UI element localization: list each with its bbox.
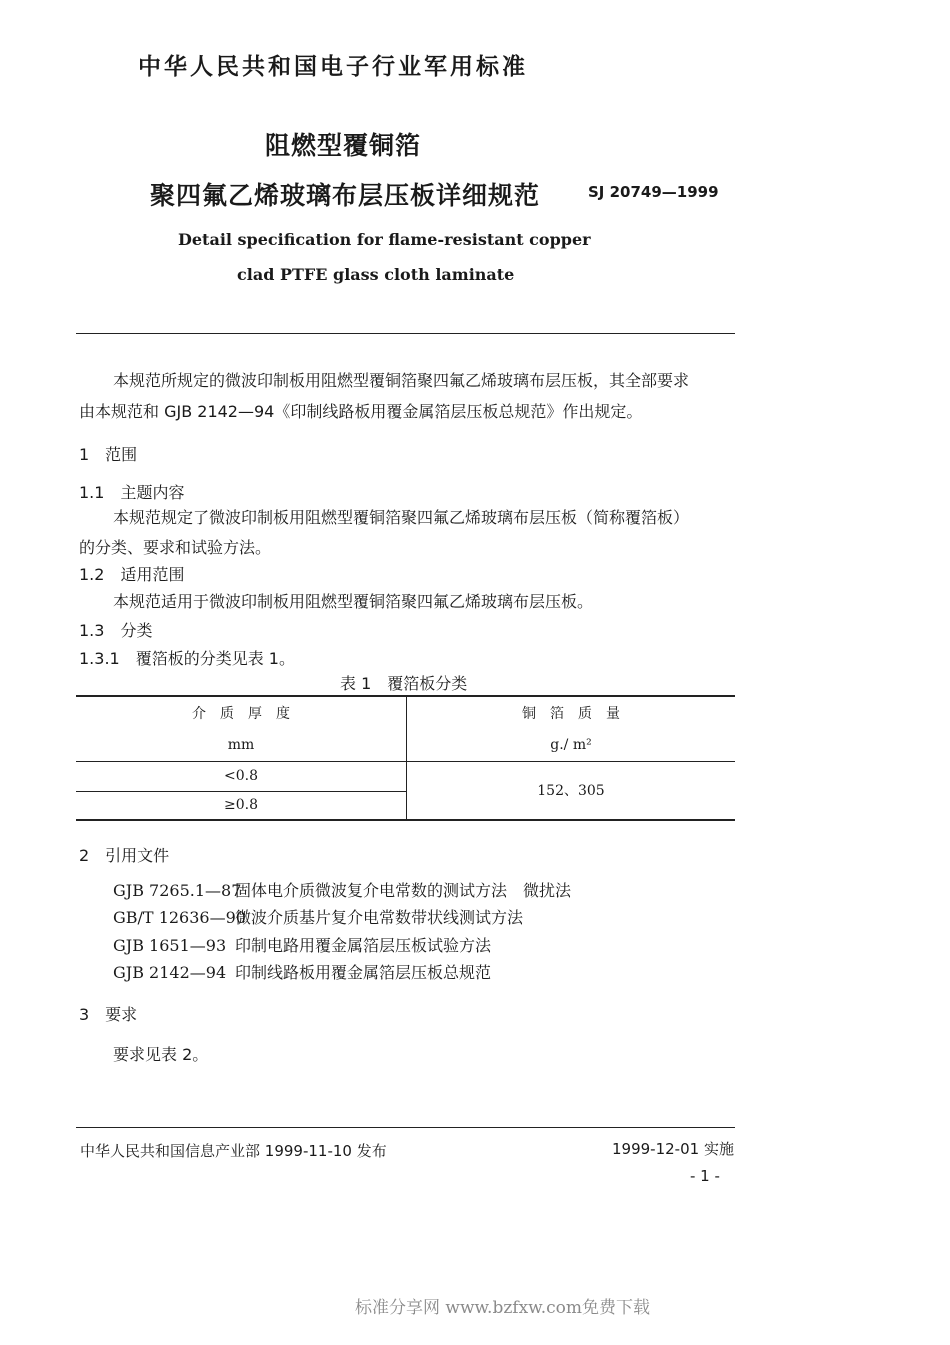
title-line-2: 聚四氟乙烯玻璃布层压板详细规范 bbox=[150, 181, 541, 210]
footer-divider bbox=[76, 1127, 735, 1128]
standard-category-header: 中华人民共和国电子行业军用标准 bbox=[138, 54, 528, 80]
col-copper-mass-header: 铜 箔 质 量 bbox=[522, 706, 620, 722]
section-1-3-heading: 1.3 分类 bbox=[79, 621, 153, 640]
reference-item bbox=[113, 933, 491, 956]
page-number: - 1 - bbox=[690, 1167, 720, 1185]
section-1-2-text: 本规范适用于微波印制板用阻燃型覆铜箔聚四氟乙烯玻璃布层压板。 bbox=[113, 592, 594, 611]
watermark-text: 标准分享网 www.bzfxw.com免费下载 bbox=[355, 1298, 650, 1318]
classification-table bbox=[76, 695, 735, 821]
footer-issuer: 中华人民共和国信息产业部 1999-11-10 发布 bbox=[80, 1142, 387, 1160]
table-row-thickness-lt: <0.8 bbox=[76, 761, 407, 791]
footer-effective-date: 1999-12-01 实施 bbox=[612, 1140, 734, 1158]
english-title-line-1: Detail specification for flame-resistant copper bbox=[178, 230, 591, 249]
reference-code: GJB 7265.1—87 bbox=[113, 881, 242, 900]
english-title-line-2: clad PTFE glass cloth laminate bbox=[237, 265, 515, 284]
col-copper-mass-unit: g./ m² bbox=[550, 736, 592, 753]
reference-code: GB/T 12636—90 bbox=[113, 908, 246, 927]
section-3-text: 要求见表 2。 bbox=[113, 1045, 209, 1064]
reference-title: 微波介质基片复介电常数带状线测试方法 bbox=[235, 908, 524, 927]
section-2-heading: 2 引用文件 bbox=[79, 846, 170, 865]
title-divider bbox=[76, 333, 735, 334]
table-cell-copper-mass-value: 152、305 bbox=[407, 761, 736, 820]
section-1-1-text-line-2: 的分类、要求和试验方法。 bbox=[79, 538, 272, 557]
reference-title: 印制电路用覆金属箔层压板试验方法 bbox=[235, 936, 492, 955]
col-dielectric-thickness-header: 介 质 厚 度 bbox=[76, 696, 407, 729]
title-line-1: 阻燃型覆铜箔 bbox=[265, 131, 422, 160]
reference-title: 固体电介质微波复介电常数的测试方法 微扰法 bbox=[235, 881, 572, 900]
col-dielectric-thickness-unit: mm bbox=[76, 729, 407, 761]
reference-title: 印制线路板用覆金属箔层压板总规范 bbox=[235, 963, 492, 982]
intro-line-2: 由本规范和 GJB 2142—94《印制线路板用覆金属箔层压板总规范》作出规定。 bbox=[79, 402, 643, 421]
section-1-3-1-text: 1.3.1 覆箔板的分类见表 1。 bbox=[79, 649, 295, 668]
section-3-heading: 3 要求 bbox=[79, 1005, 138, 1024]
section-1-2-heading: 1.2 适用范围 bbox=[79, 565, 185, 584]
reference-item bbox=[113, 960, 491, 983]
reference-code: GJB 1651—93 bbox=[113, 936, 227, 955]
section-1-1-heading: 1.1 主题内容 bbox=[79, 483, 185, 502]
intro-line-1: 本规范所规定的微波印制板用阻燃型覆铜箔聚四氟乙烯玻璃布层压板，其全部要求 bbox=[113, 371, 690, 390]
reference-item bbox=[113, 878, 571, 901]
section-1-heading: 1 范围 bbox=[79, 445, 138, 464]
section-1-1-text-line-1: 本规范规定了微波印制板用阻燃型覆铜箔聚四氟乙烯玻璃布层压板（简称覆箔板） bbox=[113, 508, 690, 527]
table-1-caption: 表 1 覆箔板分类 bbox=[340, 674, 468, 693]
reference-code: GJB 2142—94 bbox=[113, 963, 227, 982]
reference-item bbox=[113, 905, 523, 928]
table-row-thickness-ge: ≥0.8 bbox=[76, 791, 407, 820]
standard-code: SJ 20749—1999 bbox=[588, 183, 719, 201]
